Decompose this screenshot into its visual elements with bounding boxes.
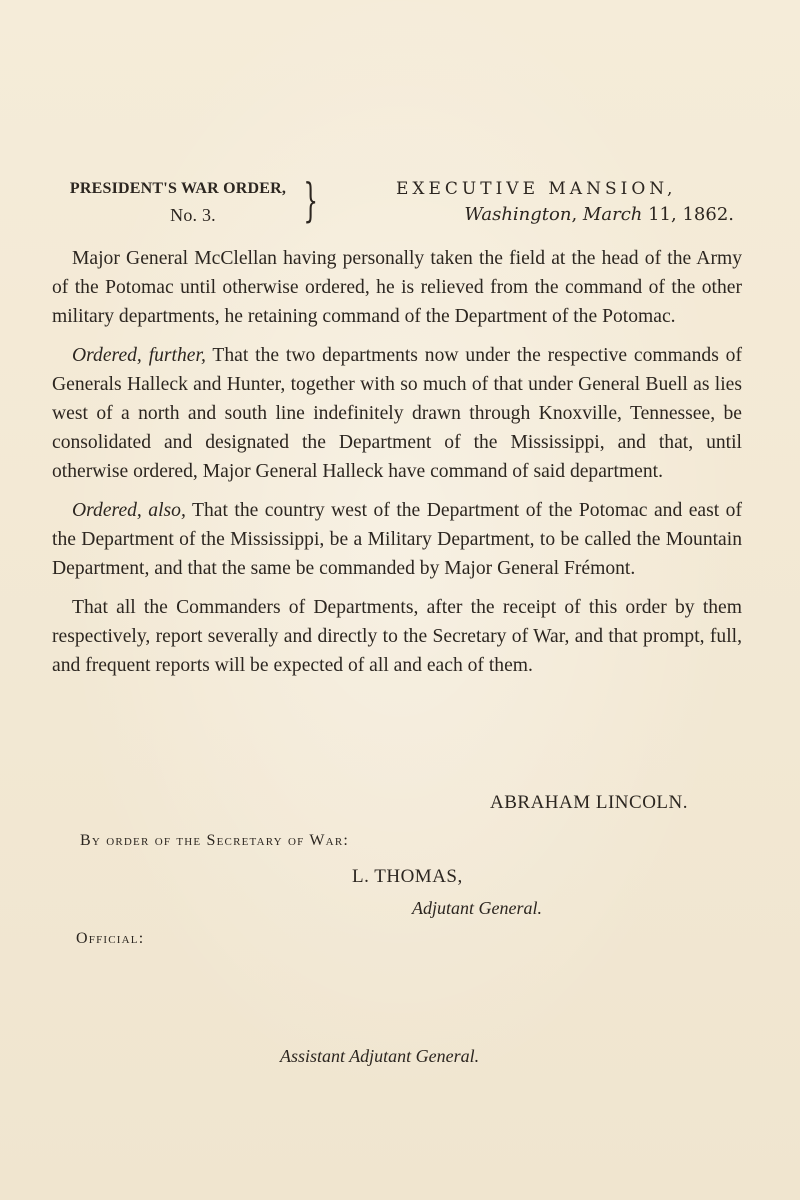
order-title: PRESIDENT'S WAR ORDER, [69,180,287,197]
dateline-month: March [582,204,643,225]
mansion-heading [378,176,738,228]
paragraph-2 [52,341,742,486]
adjutant-general-title: Adjutant General. [412,898,542,918]
paragraph-4: That all the Commanders of Departments, after the receipt of this order by them respectively, report severally and directly to the Secretary of War, and that prompt, full, and frequent reports will be expected of all and each of them. [52,597,742,676]
paragraph-3-lead: Ordered, also, [72,500,186,521]
order-number: No. 3. [170,205,216,225]
paragraph-3 [52,496,742,583]
brace-glyph: } [303,173,318,227]
war-order-heading [48,176,308,228]
paragraph-2-lead: Ordered, further, [72,345,206,366]
by-order-line: By order of the Secretary of War: [80,832,350,849]
paragraph-2-text: That the two departments now under the respective commands of Generals Halleck and Hunter, together with so much of that under General Buell as lies west of a north and south line indefinitely drawn through Knoxville, Tennessee, be consolidated and designated the Department of the Mississippi, and that, until otherwise ordered, Major General Halleck have command of said department. [52,345,743,482]
lincoln-signature: ABRAHAM LINCOLN. [490,792,688,813]
order-body [52,244,742,690]
assistant-adjutant-title: Assistant Adjutant General. [280,1046,480,1066]
paragraph-1: Major General McClellan having personally taken the field at the head of the Army of the Potomac until otherwise ordered, he is relieved from the command of the other military departments, he retaining command of the Department of the Potomac. [52,248,742,327]
official-label: Official: [76,930,145,947]
mansion-title: EXECUTIVE MANSION, [396,179,677,199]
document-header [48,173,748,236]
dateline-place: Washington [464,204,572,225]
paragraph-3-text: That the country west of the Department of the Potomac and east of the Department of the Mississippi, be a Military Department, to be called the Mountain Department, and that the same be commanded by Major General Frémont. [52,500,742,579]
dateline: Washington, March 11, 1862. [464,204,734,225]
thomas-name: L. THOMAS, [352,866,463,887]
dateline-day-year: 11, 1862. [648,204,734,225]
